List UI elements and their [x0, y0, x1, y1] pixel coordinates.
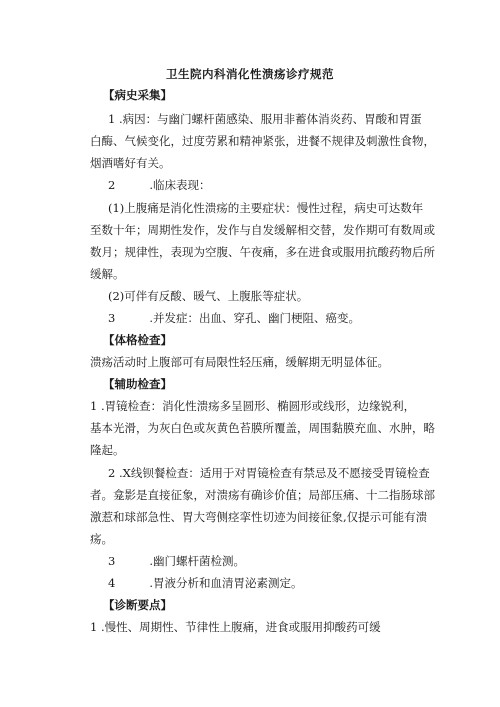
section-heading-auxiliary-exam: 【辅助检查】	[103, 377, 172, 391]
list-text: .幽门螺杆菌检测。	[149, 554, 245, 568]
paragraph-line: 激惹和球部急性、胃大弯侧痉挛性切迹为间接征象,仅提示可能有溃	[90, 510, 428, 524]
paragraph-line: 1 .慢性、周期性、节律性上腹痛，进食或服用抑酸药可缓	[90, 620, 381, 634]
list-text: .胃液分析和血清胃泌素测定。	[149, 576, 303, 590]
paragraph-line: 隆起。	[90, 443, 125, 457]
list-number: 3	[108, 311, 116, 325]
list-number: 2	[108, 178, 116, 192]
paragraph-line	[108, 553, 245, 569]
paragraph-line: 溃疡活动时上腹部可有局限性轻压痛，缓解期无明显体征。	[90, 355, 389, 369]
list-text: .临床表现：	[149, 178, 211, 192]
paragraph-line: 者。龛影是直接征象，对溃疡有确诊价值；局部压痛、十二指肠球部	[90, 488, 435, 502]
paragraph-line: 疡。	[90, 532, 113, 546]
paragraph-line: 烟酒嗜好有关。	[90, 156, 171, 170]
paragraph-line	[108, 310, 360, 326]
section-heading-physical-exam: 【体格检查】	[103, 333, 172, 347]
paragraph-line: 基本光滑，为灰白色或灰黄色苔膜所覆盖，周围黏膜充血、水肿，略	[90, 421, 435, 435]
document-title: 卫生院内科消化性溃疡诊疗规范	[166, 67, 334, 81]
paragraph-line: 数月；规律性，表现为空腹、午夜痛，多在进食或服用抗酸药物后所	[90, 245, 435, 259]
paragraph-line: 1 .病因：与幽门螺杆菌感染、服用非蓄体消炎药、胃酸和胃蛋	[108, 112, 422, 126]
paragraph-line: 1 .胃镜检查：消化性溃疡多呈圆形、椭圆形或线形，边缘锐利，	[90, 399, 416, 413]
paragraph-line: (2)可伴有反酸、暖气、上腹胀等症状。	[108, 289, 309, 303]
section-heading-history: 【病史采集】	[103, 88, 172, 102]
paragraph-line: 白酶、气候变化，过度劳累和精神紧张，进餐不规律及刺激性食物，	[90, 134, 435, 148]
paragraph-line: (1)上腹痛是消化性溃疡的主要症状：慢性过程，病史可达数年	[108, 201, 424, 215]
list-number: 3	[108, 554, 116, 568]
paragraph-line	[108, 575, 302, 591]
paragraph-line	[108, 177, 210, 193]
list-text: .并发症：出血、穿孔、幽门梗阻、癌变。	[149, 311, 360, 325]
paragraph-line: 2 .X线钡餐检查：适用于对胃镜检查有禁忌及不愿接受胃镜检查	[108, 466, 430, 480]
paragraph-line: 缓解。	[90, 267, 125, 281]
paragraph-line: 至数十年；周期性发作，发作与自发缓解相交替，发作期可有数周或	[90, 223, 435, 237]
section-heading-diagnosis: 【诊断要点】	[103, 598, 172, 612]
list-number: 4	[108, 576, 116, 590]
